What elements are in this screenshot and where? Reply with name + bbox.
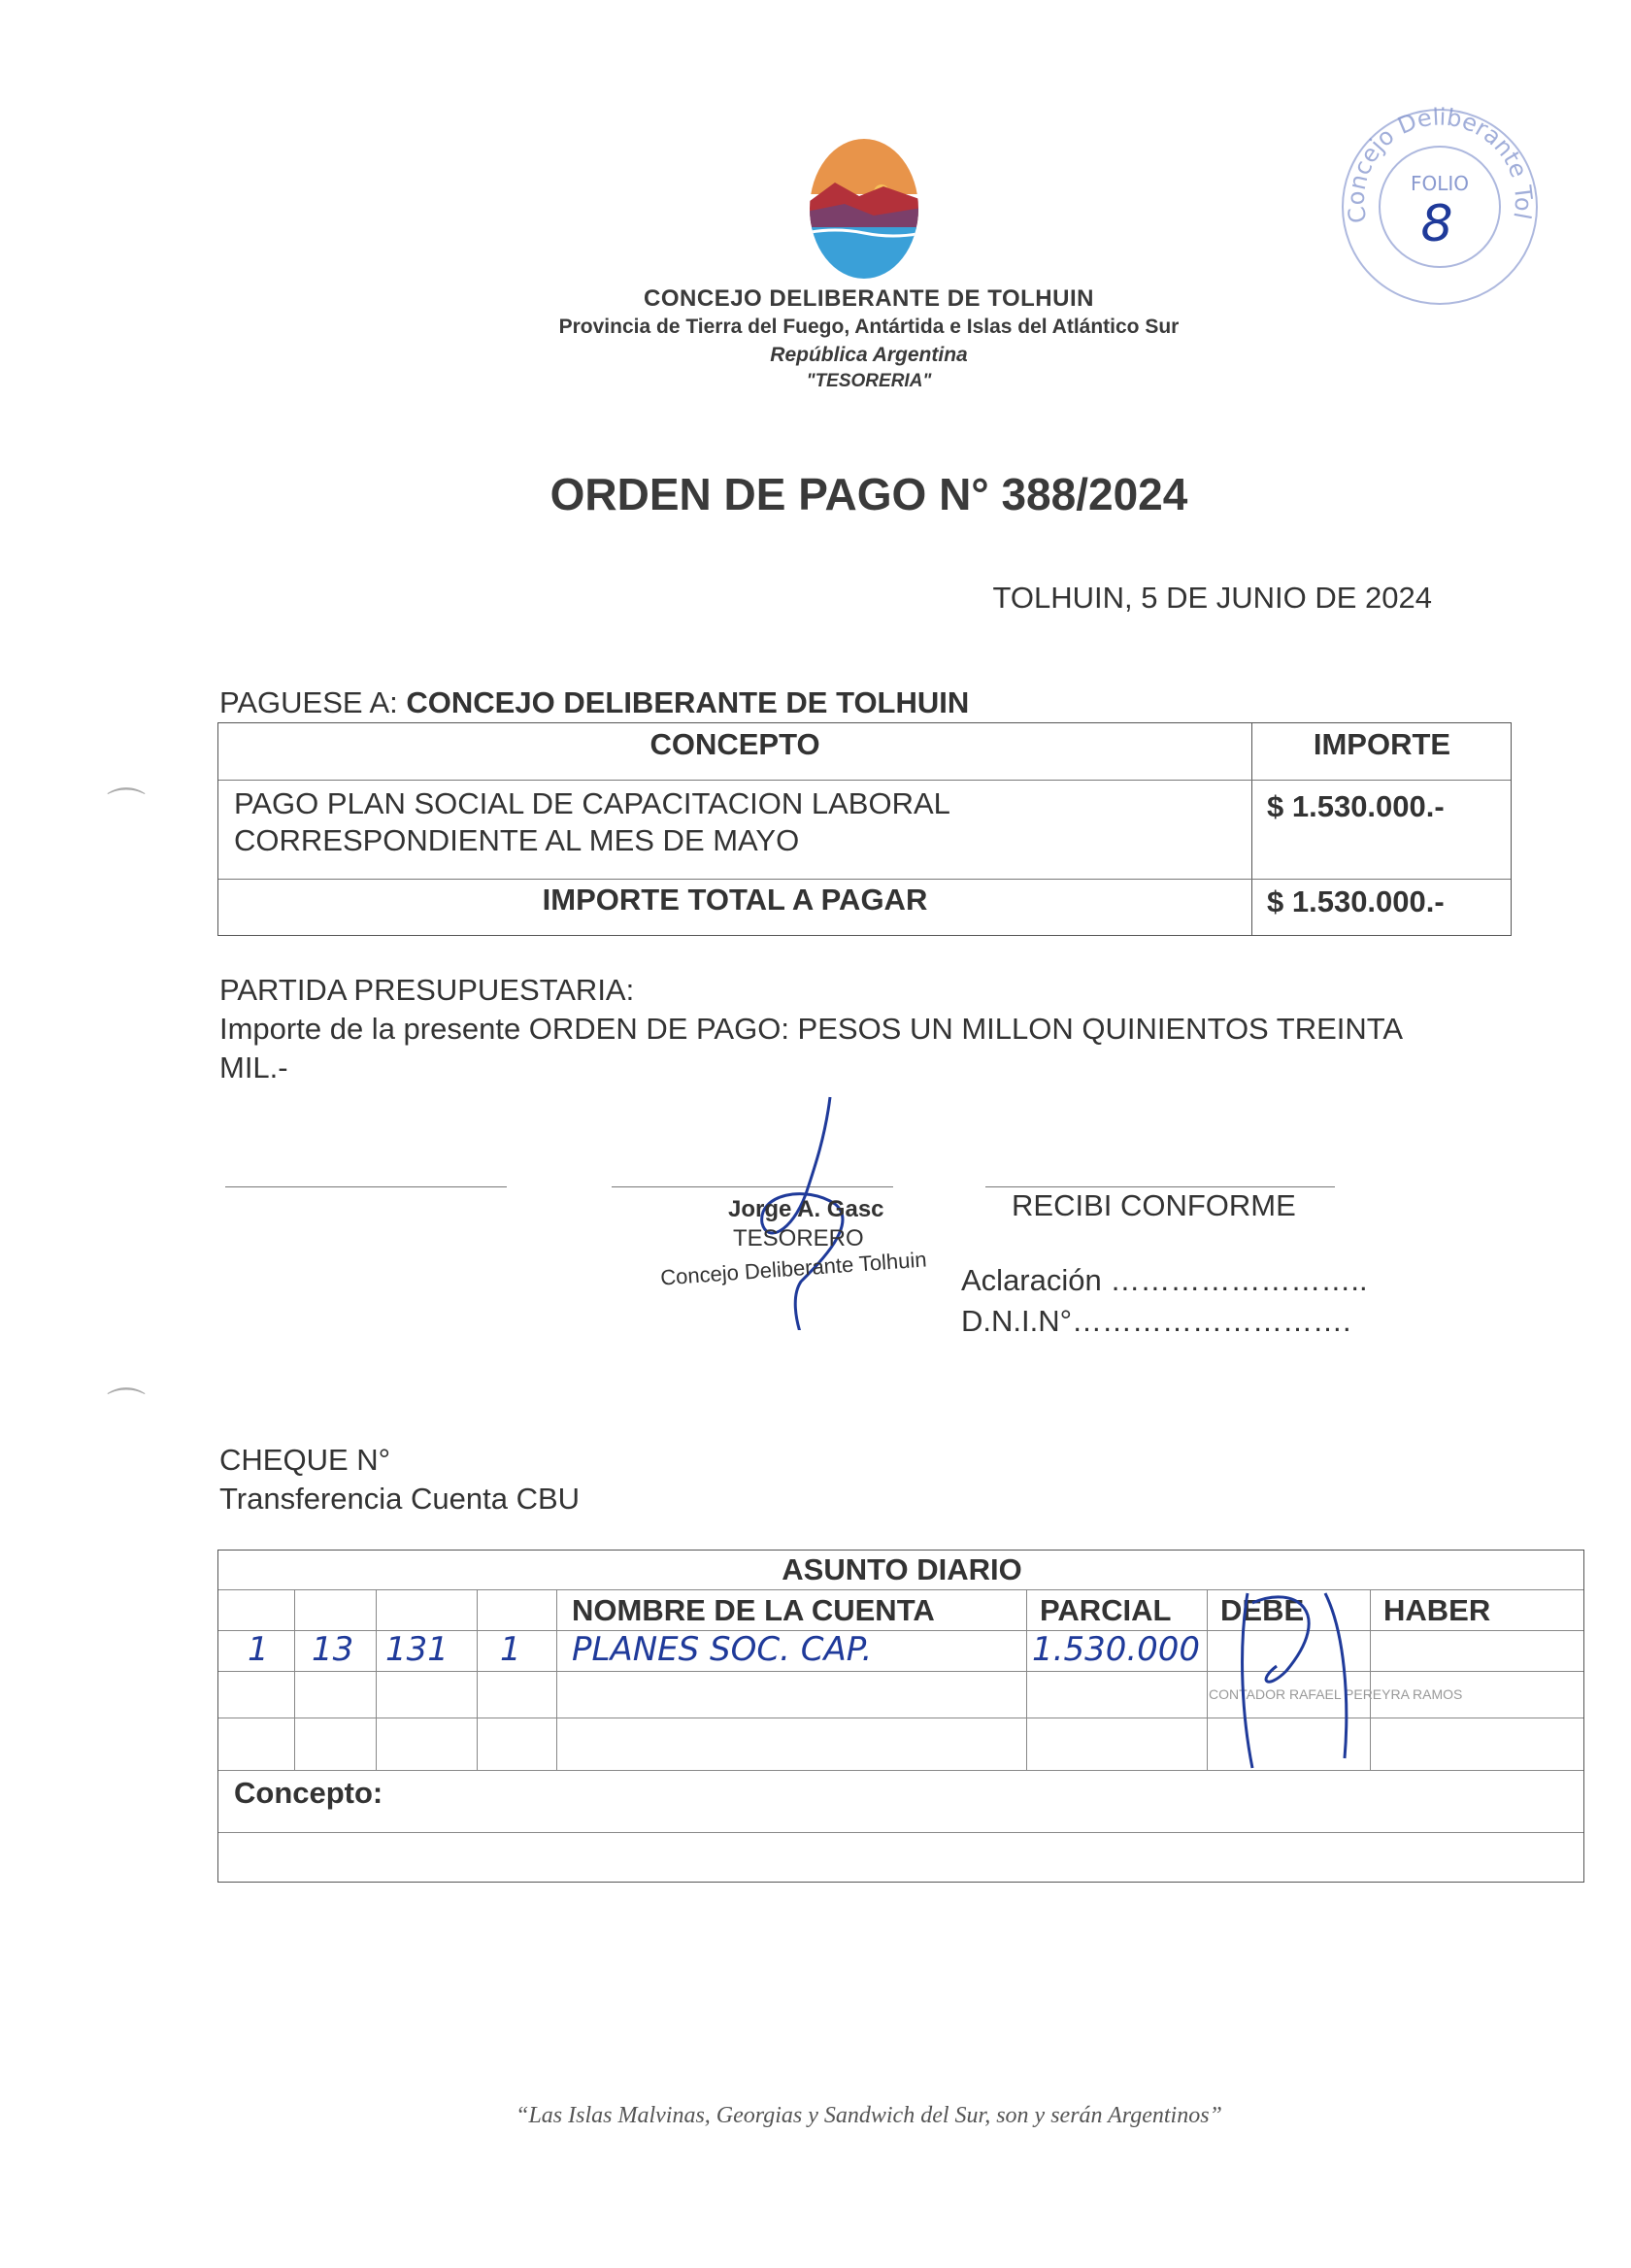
institution-logo — [806, 136, 922, 282]
amount-header: IMPORTE — [1313, 727, 1451, 761]
treasurer-role: TESORERO — [733, 1225, 864, 1251]
transfer-label: Transferencia Cuenta CBU — [219, 1482, 581, 1516]
hand-parcial: 1.530.000 — [1032, 1630, 1201, 1669]
col-parcial: PARCIAL — [1040, 1593, 1172, 1627]
col-haber: HABER — [1383, 1593, 1491, 1627]
department-line: "TESORERIA" — [806, 371, 932, 391]
receipt-title: RECIBI CONFORME — [1012, 1188, 1296, 1222]
hand-account-name: PLANES SOC. CAP. — [572, 1630, 873, 1669]
province-line: Provincia de Tierra del Fuego, Antártida e Islas del Atlántico Sur — [558, 316, 1180, 338]
margin-mark-1: ⌒ — [107, 786, 146, 829]
dni-field: D.N.I.N°………………………. — [961, 1304, 1351, 1338]
aclaracion-field: Aclaración …………………….. — [961, 1263, 1368, 1297]
folio-label: FOLIO — [1410, 172, 1470, 195]
concepto-label: Concepto: — [234, 1776, 383, 1810]
hand-code-2: 13 — [312, 1630, 354, 1669]
margin-mark-2: ⌒ — [107, 1386, 146, 1429]
treasurer-org: Concejo Deliberante Tolhuin — [659, 1247, 928, 1290]
col-nombre-cuenta: NOMBRE DE LA CUENTA — [572, 1593, 935, 1627]
hand-code-3: 131 — [385, 1630, 449, 1669]
concept-table — [217, 722, 1512, 936]
folio-ring-text: Concejo Deliberante Tol — [1342, 103, 1538, 226]
document-date: TOLHUIN, 5 DE JUNIO DE 2024 — [992, 581, 1432, 615]
contador-signature — [1209, 1574, 1374, 1778]
concept-header: CONCEPTO — [649, 727, 820, 761]
total-amount: $ 1.530.000.- — [1267, 884, 1445, 918]
concept-line-2: CORRESPONDIENTE AL MES DE MAYO — [234, 823, 800, 857]
partida-label: PARTIDA PRESUPUESTARIA: — [219, 973, 635, 1007]
asunto-title: ASUNTO DIARIO — [782, 1552, 1022, 1586]
hand-code-1: 1 — [248, 1630, 269, 1669]
institution-name: CONCEJO DELIBERANTE DE TOLHUIN — [644, 285, 1094, 312]
asunto-diario-table — [217, 1550, 1584, 1883]
folio-number: 8 — [1420, 195, 1453, 253]
payee-line — [219, 685, 969, 720]
total-label: IMPORTE TOTAL A PAGAR — [542, 883, 928, 917]
payment-section — [219, 1441, 580, 1518]
contador-stamp: CONTADOR RAFAEL PEREYRA RAMOS — [1209, 1686, 1463, 1702]
signature-line-recibi — [985, 1186, 1335, 1187]
partida-line-1: Importe de la presente ORDEN DE PAGO: PESOS UN MILLON QUINIENTOS TREINTA — [219, 1012, 1404, 1046]
partida-section — [219, 971, 1520, 1087]
folio-stamp — [1328, 95, 1551, 318]
document-title: ORDEN DE PAGO N° 388/2024 — [549, 469, 1188, 519]
cheque-label: CHEQUE N° — [219, 1443, 391, 1477]
payee-name: CONCEJO DELIBERANTE DE TOLHUIN — [406, 685, 970, 719]
concept-line-1: PAGO PLAN SOCIAL DE CAPACITACION LABORAL — [234, 786, 950, 820]
country-line: República Argentina — [770, 344, 968, 366]
treasurer-stamp — [582, 1165, 990, 1340]
concept-description — [234, 785, 950, 859]
partida-line-2: MIL.- — [219, 1051, 288, 1084]
treasurer-name: Jorge A. Gasc — [728, 1196, 884, 1222]
payee-label: PAGUESE A: — [219, 685, 398, 719]
concept-amount: $ 1.530.000.- — [1267, 789, 1445, 823]
hand-code-4: 1 — [500, 1630, 521, 1669]
footer-motto: “Las Islas Malvinas, Georgias y Sandwich del Sur, son y serán Argentinos” — [516, 2103, 1222, 2128]
signature-line-left — [225, 1186, 507, 1187]
receipt-fields — [961, 1260, 1368, 1342]
col-debe: DEBE — [1220, 1593, 1305, 1627]
